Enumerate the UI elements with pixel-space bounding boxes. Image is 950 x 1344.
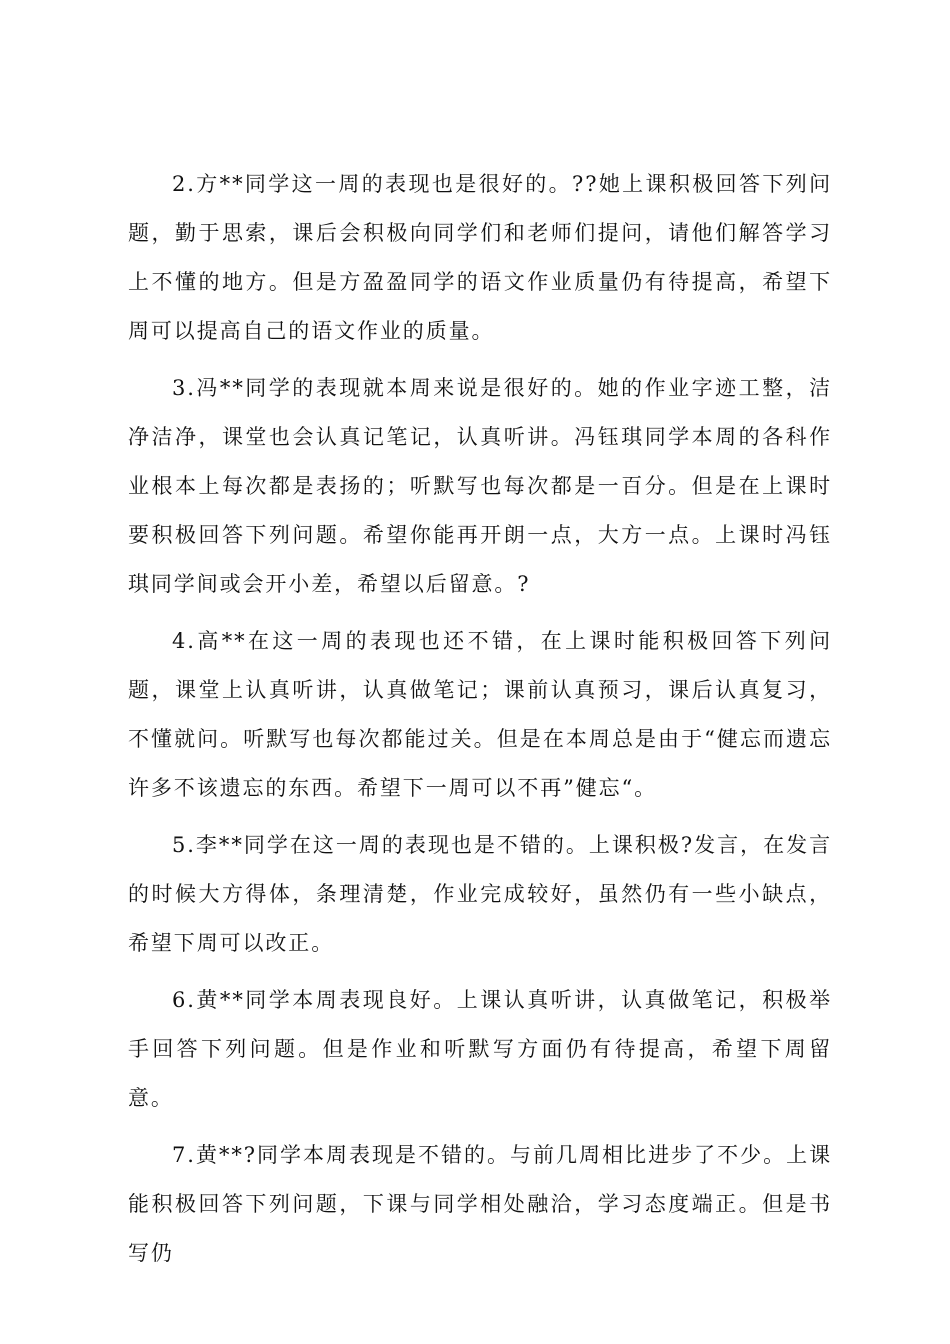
paragraph-student-6: 6.黄**同学本周表现良好。上课认真听讲，认真做笔记，积极举手回答下列问题。但是作业和听默写方面仍有待提高，希望下周留意。 xyxy=(128,988,832,1110)
paragraph-student-4: 4.高**在这一周的表现也还不错，在上课时能积极回答下列问题，课堂上认真听讲，认真做笔记；课前认真预习，课后认真复习，不懂就问。听默写也每次都能过关。但是在本周总是由于“健忘而遗忘许多不该遗忘的东西。希望下一周可以不再”健忘“。 xyxy=(128,629,832,800)
document-body xyxy=(128,160,832,1286)
paragraph-student-7: 7.黄**?同学本周表现是不错的。与前几周相比进步了不少。上课能积极回答下列问题，下课与同学相处融洽，学习态度端正。但是书写仍 xyxy=(128,1143,832,1265)
paragraph-student-5: 5.李**同学在这一周的表现也是不错的。上课积极?发言，在发言的时候大方得体，条理清楚，作业完成较好，虽然仍有一些小缺点，希望下周可以改正。 xyxy=(128,833,832,955)
paragraph-student-2: 2.方**同学这一周的表现也是很好的。??她上课积极回答下列问题，勤于思索，课后会积极向同学们和老师们提问，请他们解答学习上不懂的地方。但是方盈盈同学的语文作业质量仍有待提高，希望下周可以提高自己的语文作业的质量。 xyxy=(128,172,832,343)
paragraph-student-3: 3.冯**同学的表现就本周来说是很好的。她的作业字迹工整，洁净洁净，课堂也会认真记笔记，认真听讲。冯钰琪同学本周的各科作业根本上每次都是表扬的；听默写也每次都是一百分。但是在上课时要积极回答下列问题。希望你能再开朗一点，大方一点。上课时冯钰琪同学间或会开小差，希望以后留意。? xyxy=(128,376,832,596)
